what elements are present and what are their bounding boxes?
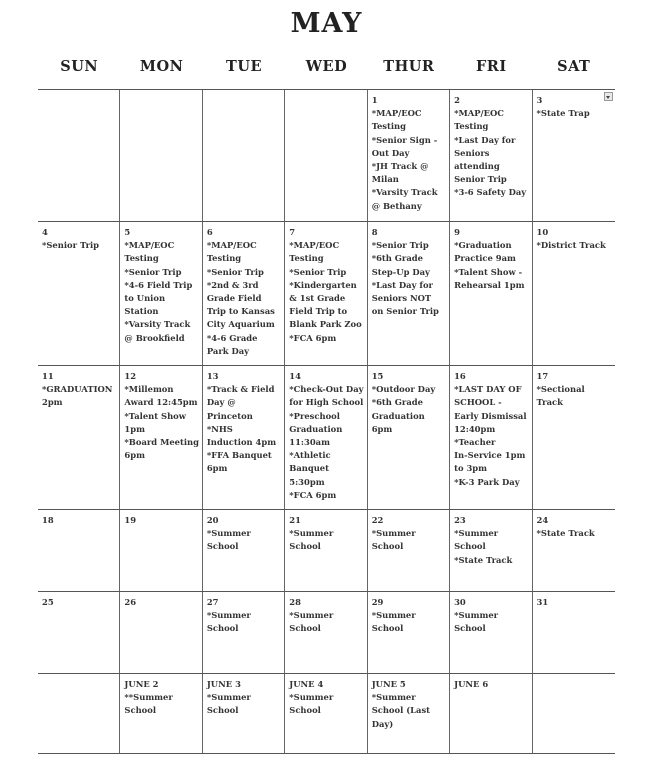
day-events: *Summer School	[454, 610, 499, 634]
day-events: *Track & Field Day @ Princeton *NHS Induction 4pm *FFA Banquet 6pm	[206, 384, 277, 474]
day-number: 2	[454, 95, 460, 105]
calendar-day-cell	[285, 222, 367, 365]
calendar-grid	[38, 89, 615, 754]
day-events: *Summer School	[371, 610, 416, 634]
calendar-day-cell	[120, 222, 202, 365]
calendar-day-cell	[285, 674, 367, 753]
day-number: 26	[124, 597, 137, 607]
calendar-day-cell	[533, 90, 615, 221]
day-events: **Summer School	[124, 692, 173, 716]
calendar-day-cell	[368, 90, 450, 221]
calendar-day-cell	[368, 222, 450, 365]
day-number: 12	[124, 371, 137, 381]
day-number: 28	[289, 597, 301, 607]
day-events: *Summer School *State Track	[454, 528, 513, 565]
day-events: *Summer School	[289, 528, 334, 552]
calendar-day-cell	[450, 510, 532, 591]
calendar-day-cell	[533, 510, 615, 591]
day-number: 7	[289, 227, 296, 237]
day-number: 10	[536, 227, 549, 237]
day-number: 8	[371, 227, 378, 237]
day-events: *MAP/EOC Testing *Senior Trip *2nd & 3rd Grade Field Trip to Kansas City Aquarium *4-6 Grade Park Day	[206, 240, 275, 356]
calendar-day-cell	[38, 510, 120, 591]
day-number: 23	[454, 515, 466, 525]
day-events: *Summer School	[206, 610, 251, 634]
day-number: 24	[536, 515, 549, 525]
day-events: *MAP/EOC Testing *Senior Trip *4-6 Field Trip to Union Station *Varsity Track @ Brookfield	[124, 240, 193, 343]
calendar-day-cell	[533, 674, 615, 753]
calendar-day-cell	[120, 592, 202, 673]
calendar-day-cell	[38, 674, 120, 753]
day-number: JUNE 3	[206, 679, 241, 689]
day-name-thur: THUR	[383, 58, 435, 75]
day-events: *State Track	[536, 528, 595, 539]
calendar-week-row	[38, 222, 615, 366]
day-number: 11	[42, 371, 54, 381]
calendar-day-cell	[203, 90, 285, 221]
calendar-day-cell	[368, 592, 450, 673]
day-number: 17	[536, 371, 549, 381]
day-events: *Summer School (Last Day)	[371, 692, 431, 729]
calendar-week-row	[38, 674, 615, 754]
day-number: 5	[124, 227, 131, 237]
day-number: JUNE 2	[124, 679, 159, 689]
calendar-week-row	[38, 90, 615, 222]
day-events: *LAST DAY OF SCHOOL - Early Dismissal 12:40pm *Teacher In-Service 1pm to 3pm *K-3 Park Day	[454, 384, 527, 487]
calendar-day-cell	[450, 592, 532, 673]
calendar-day-cell	[38, 90, 120, 221]
calendar-day-cell	[203, 510, 285, 591]
day-name-tue: TUE	[226, 58, 263, 75]
day-events: *Senior Trip	[42, 240, 100, 251]
calendar-week-row	[38, 592, 615, 674]
day-events: *Check-Out Day for High School *Preschool Graduation 11:30am *Athletic Banquet 5:30pm *FCA 6pm	[289, 384, 364, 500]
day-number: 31	[536, 597, 549, 607]
day-number: JUNE 4	[289, 679, 324, 689]
day-events: *Millemon Award 12:45pm *Talent Show 1pm *Board Meeting 6pm	[124, 384, 199, 461]
calendar-day-cell	[368, 510, 450, 591]
day-number: JUNE 6	[454, 679, 489, 689]
calendar-day-cell	[38, 592, 120, 673]
day-events: *Graduation Practice 9am *Talent Show - Rehearsal 1pm	[454, 240, 525, 290]
day-number: 16	[454, 371, 466, 381]
day-number: 9	[454, 227, 460, 237]
day-number: 29	[371, 597, 384, 607]
day-number: 13	[206, 371, 219, 381]
calendar-day-cell	[120, 366, 202, 509]
weekday-header	[38, 58, 615, 75]
day-events: *State Trap	[536, 108, 590, 119]
day-events: *Senior Trip *6th Grade Step-Up Day *Last Day for Seniors NOT on Senior Trip	[371, 240, 439, 317]
calendar-day-cell	[203, 592, 285, 673]
calendar-day-cell	[450, 674, 532, 753]
day-number: 27	[206, 597, 219, 607]
calendar-day-cell	[533, 592, 615, 673]
day-number: 21	[289, 515, 301, 525]
day-events: *Outdoor Day *6th Grade Graduation 6pm	[371, 384, 436, 434]
day-number: 19	[124, 515, 137, 525]
day-number: 14	[289, 371, 301, 381]
day-events: *MAP/EOC Testing *Senior Trip *Kindergarten & 1st Grade Field Trip to Blank Park Zoo *FCA 6pm	[289, 240, 362, 343]
day-events: *MAP/EOC Testing *Last Day for Seniors attending Senior Trip *3-6 Safety Day	[454, 108, 527, 198]
calendar-day-cell	[285, 366, 367, 509]
dropdown-arrow-icon[interactable]	[604, 92, 613, 101]
calendar-day-cell	[120, 90, 202, 221]
day-number: 6	[206, 227, 213, 237]
day-events: *Summer School	[289, 610, 334, 634]
calendar-day-cell	[533, 222, 615, 365]
day-number: 15	[371, 371, 384, 381]
calendar-day-cell	[285, 510, 367, 591]
calendar-day-cell	[533, 366, 615, 509]
calendar-week-row	[38, 510, 615, 592]
day-number: 4	[42, 227, 48, 237]
day-number: 30	[454, 597, 466, 607]
day-number: 1	[371, 95, 378, 105]
calendar-day-cell	[38, 222, 120, 365]
calendar-day-cell	[38, 366, 120, 509]
day-events: *District Track	[536, 240, 606, 251]
day-name-mon: MON	[139, 58, 184, 75]
day-events: *MAP/EOC Testing *Senior Sign - Out Day *JH Track @ Milan *Varsity Track @ Bethany	[371, 108, 438, 211]
calendar-day-cell	[203, 366, 285, 509]
calendar-day-cell	[285, 90, 367, 221]
day-name-sun: SUN	[60, 58, 99, 75]
calendar-week-row	[38, 366, 615, 510]
day-name-fri: FRI	[476, 58, 507, 75]
calendar-day-cell	[203, 222, 285, 365]
page-title: MAY	[290, 8, 363, 39]
day-events: *Summer School	[289, 692, 334, 716]
calendar-day-cell	[368, 366, 450, 509]
day-events: *GRADUATION 2pm	[42, 384, 113, 408]
day-number: 20	[206, 515, 219, 525]
day-number: 25	[42, 597, 54, 607]
calendar-day-cell	[285, 592, 367, 673]
day-number: 22	[371, 515, 384, 525]
calendar-day-cell	[203, 674, 285, 753]
day-name-wed: WED	[305, 58, 348, 75]
day-events: *Summer School	[206, 528, 251, 552]
day-number: 18	[42, 515, 54, 525]
day-number: 3	[536, 95, 543, 105]
calendar-day-cell	[120, 674, 202, 753]
calendar-day-cell	[450, 222, 532, 365]
day-number: JUNE 5	[371, 679, 406, 689]
day-events: *Sectional Track	[536, 384, 585, 408]
day-events: *Summer School	[371, 528, 416, 552]
calendar-day-cell	[368, 674, 450, 753]
calendar-day-cell	[450, 90, 532, 221]
day-events: *Summer School	[206, 692, 251, 716]
calendar-day-cell	[450, 366, 532, 509]
day-name-sat: SAT	[557, 58, 591, 75]
calendar-day-cell	[120, 510, 202, 591]
